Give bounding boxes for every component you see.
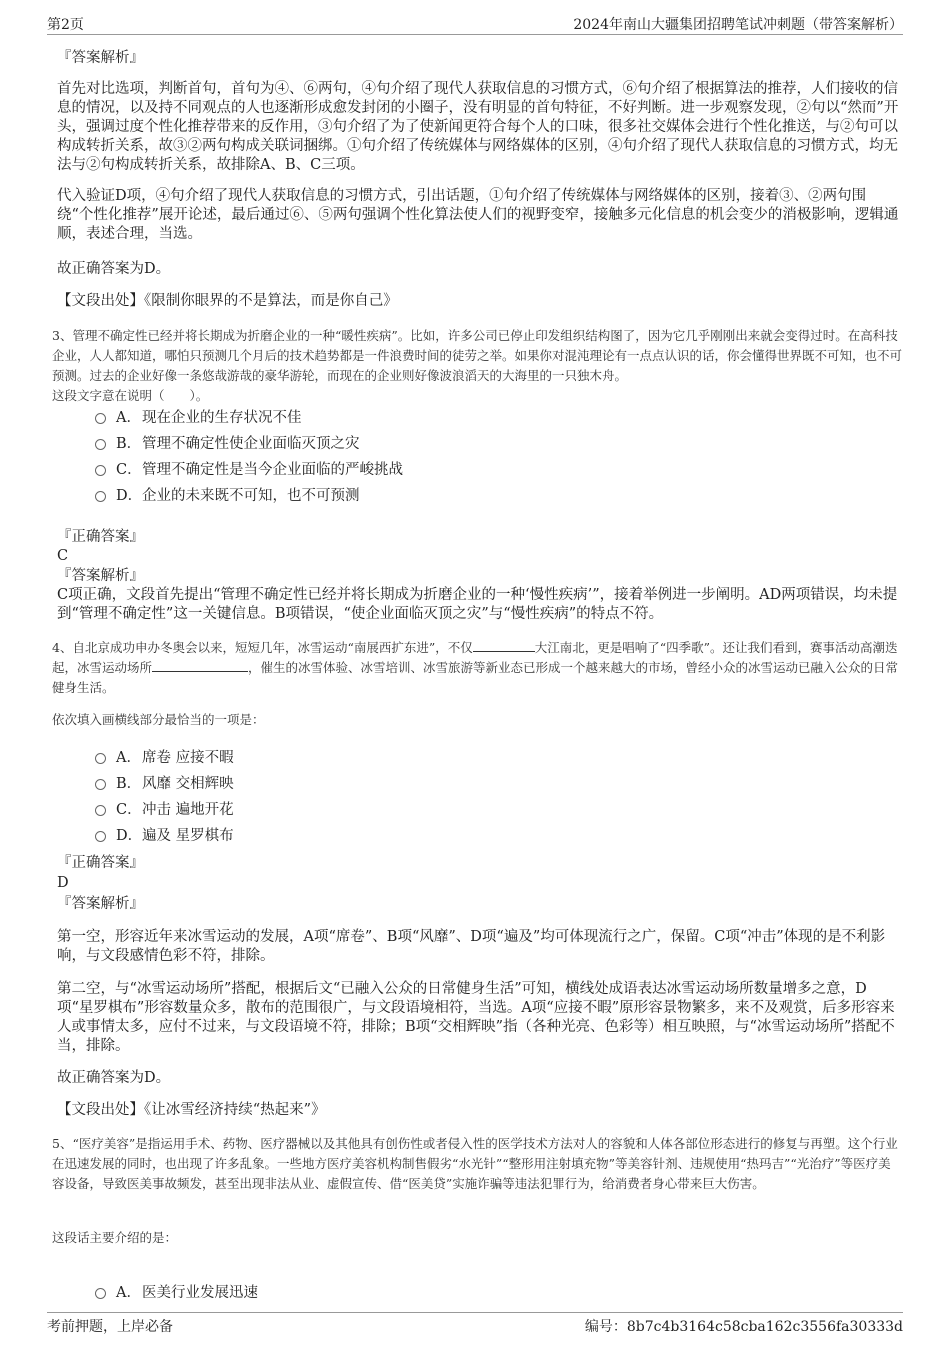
- q3-stem: 3、管理不确定性已经并将长期成为折磨企业的一种“暖性疾病”。比如，许多公司已停止印发组织结构图了，因为它几乎刚刚出来就会变得过时。在高科技企业，人人都知道，哪怕只预测几个月后的技术趋势都是一件浪费时间的徒劳之举。如果你对混沌理论有一点点认识的话，你会懂得世界既不可知，也不可预测。过去的企业好像一条悠哉游哉的豪华游轮，而现在的企业则好像波浪滔天的大海里的一只独木舟。: [52, 328, 903, 383]
- radio-icon[interactable]: [95, 779, 106, 790]
- q3-option-b[interactable]: B．管理不确定性使企业面临灭顶之灾: [95, 434, 360, 454]
- q5-ask: 这段话主要介绍的是：: [52, 1230, 178, 1245]
- q4-analysis-p2: 第二空，与“冰雪运动场所”搭配，根据后文“已融入公众的日常健身生活”可知，横线处成语表达冰雪运动场所数量增多之意，D项“星罗棋布”形容数量众多，散布的范围很广，与文段语境相符，当选。A项“应接不暇”原形容景物繁多，来不及观赏，后多形容来人或事情太多，应付不过来，与文段语境不符，排除；B项“交相辉映”指（各种光亮、色彩等）相互映照，与“冰雪运动场所”搭配不当，排除。: [57, 981, 895, 1054]
- q3-ask: 这段文字意在说明（ ）。: [52, 388, 209, 403]
- q2-analysis-p2: 代入验证D项，④句介绍了现代人获取信息的习惯方式，引出话题，①句介绍了传统媒体与网络媒体的区别，接着③、②两句围绕“个性化推荐”展开论述，最后通过⑥、⑤两句强调个性化算法使人们的视野变窄，接触多元化信息的机会变少的消极影响，逻辑通顺，表述合理，当选。: [57, 188, 899, 242]
- q5-stem: 5、“医疗美容”是指运用手术、药物、医疗器械以及其他具有创伤性或者侵入性的医学技术方法对人的容貌和人体各部位形态进行的修复与再塑。这个行业在迅速发展的同时，也出现了许多乱象。一些地方医疗美容机构制售假劣“水光针”“整形用注射填充物”等美容针剂、违规使用“热玛吉”“光治疗”等医疗美容设备，导致医美事故频发，甚至出现非法从业、虚假宣传、借“医美贷”实施诈骗等违法犯罪行为，给消费者身心带来巨大伤害。: [52, 1136, 898, 1191]
- q4-source: 【文段出处】《让冰雪经济持续“热起来”》: [57, 1102, 326, 1118]
- q4-option-a[interactable]: A．席卷 应接不暇: [95, 748, 234, 768]
- q4-option-c[interactable]: C．冲击 遍地开花: [95, 800, 234, 820]
- blank-1: [473, 638, 535, 652]
- q5-option-a[interactable]: A．医美行业发展迅速: [95, 1283, 258, 1303]
- radio-icon[interactable]: [95, 1288, 106, 1299]
- q4-conclusion: 故正确答案为D。: [57, 1070, 171, 1086]
- document-id: 编号：8b7c4b3164c58cba162c3556fa30333d: [584, 1319, 903, 1335]
- q2-conclusion: 故正确答案为D。: [57, 261, 171, 277]
- q4-answer: D: [57, 875, 69, 891]
- q4-option-d[interactable]: D．遍及 星罗棋布: [95, 826, 234, 846]
- q4-option-b[interactable]: B．风靡 交相辉映: [95, 774, 234, 794]
- footer-slogan: 考前押题，上岸必备: [47, 1319, 173, 1335]
- radio-icon[interactable]: [95, 831, 106, 842]
- q3-option-c[interactable]: C．管理不确定性是当今企业面临的严峻挑战: [95, 460, 403, 480]
- q2-source: 【文段出处】《限制你眼界的不是算法，而是你自己》: [57, 293, 398, 309]
- q3-option-d[interactable]: D．企业的未来既不可知，也不可预测: [95, 486, 360, 506]
- radio-icon[interactable]: [95, 491, 106, 502]
- q4-analysis-p1: 第一空，形容近年来冰雪运动的发展，A项“席卷”、B项“风靡”、D项“遍及”均可体现流行之广，保留。C项“冲击”体现的是不利影响，与文段感情色彩不符，排除。: [57, 929, 886, 964]
- page-footer: [47, 1312, 903, 1335]
- blank-2: [152, 658, 248, 672]
- page-header: [47, 12, 903, 35]
- q3-answer: C: [57, 548, 69, 564]
- radio-icon[interactable]: [95, 413, 106, 424]
- q4-stem: 4、自北京成功申办冬奥会以来，短短几年，冰雪运动“南展西扩东进”，不仅 大江南北，更是唱响了“四季歌”。还让我们看到，赛事活动高潮迭起，冰雪运动场所 ，催生的冰雪体验、冰雪培训、冰雪旅游等新业态已形成一个越来越大的市场，曾经小众的冰雪运动已融入公众的日常健身生活。: [52, 640, 899, 695]
- q2-analysis-label: 『答案解析』: [57, 50, 144, 66]
- document-title: 2024年南山大疆集团招聘笔试冲刺题（带答案解析）: [573, 17, 903, 33]
- q3-analysis: C项正确，文段首先提出“管理不确定性已经并将长期成为折磨企业的一种‘慢性疾病’”，接着举例进一步阐明。AD两项错误，均未提到“管理不确定性”这一关键信息。B项错误，“使企业面临灭顶之灾”与“慢性疾病”的特点不符。: [57, 587, 898, 622]
- q3-answer-label: 『正确答案』: [57, 529, 144, 545]
- page-number: 第2页: [47, 17, 84, 33]
- q4-answer-label: 『正确答案』: [57, 855, 144, 871]
- radio-icon[interactable]: [95, 465, 106, 476]
- radio-icon[interactable]: [95, 439, 106, 450]
- radio-icon[interactable]: [95, 805, 106, 816]
- q3-option-a[interactable]: A．现在企业的生存状况不佳: [95, 408, 302, 428]
- q4-analysis-label: 『答案解析』: [57, 896, 144, 912]
- q3-analysis-label: 『答案解析』: [57, 568, 144, 584]
- radio-icon[interactable]: [95, 753, 106, 764]
- q2-analysis-p1: 首先对比选项，判断首句，首句为④、⑥两句，④句介绍了现代人获取信息的习惯方式，⑥句介绍了根据算法的推荐，人们接收的信息的情况，以及持不同观点的人也逐渐形成愈发封闭的小圈子，没有明显的首句特征，不好判断。进一步观察发现，②句以“然而”开头，强调过度个性化推荐带来的反作用，③句介绍了为了使新闻更符合每个人的口味，很多社交媒体会进行个性化推送，与②句可以构成转折关系，故③②两句构成关联词捆绑。①句介绍了传统媒体与网络媒体的区别，④句介绍了现代人获取信息的习惯方式，均无法与②句构成转折关系，故排除A、B、C三项。: [57, 81, 899, 173]
- q4-ask: 依次填入画横线部分最恰当的一项是：: [52, 712, 265, 727]
